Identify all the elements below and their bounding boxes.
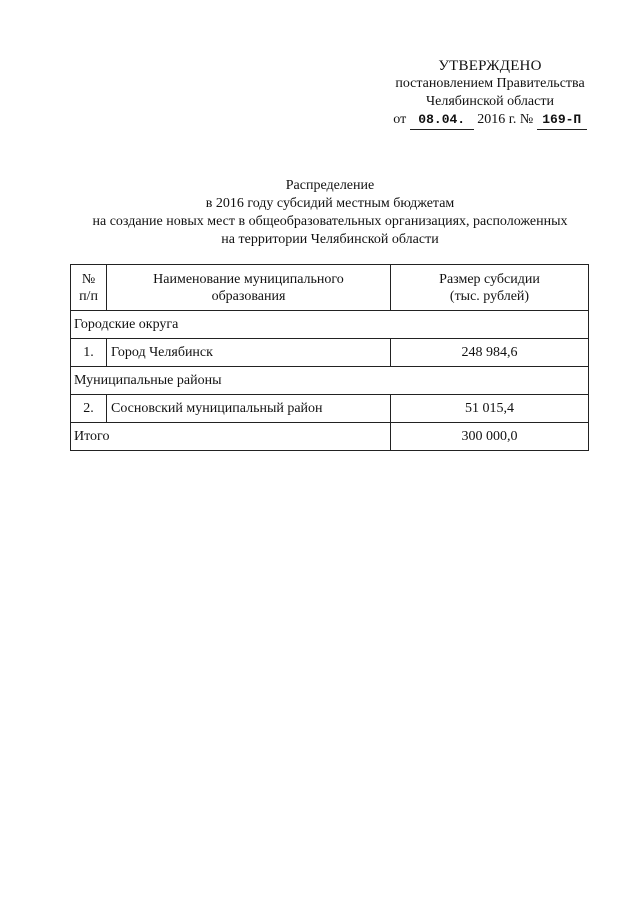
row-number: 2. bbox=[71, 395, 107, 423]
header-name-line-2: образования bbox=[211, 288, 286, 304]
row-name: Город Челябинск bbox=[107, 339, 391, 367]
document-title bbox=[60, 177, 600, 249]
title-line-3: на создание новых мест в общеобразовательных организациях, расположенных bbox=[92, 214, 568, 229]
approval-line-2: Челябинской области bbox=[426, 94, 554, 109]
header-sum-line-2: (тыс. рублей) bbox=[449, 288, 530, 304]
header-name bbox=[107, 265, 391, 311]
header-row bbox=[71, 265, 589, 311]
row-sum: 248 984,6 bbox=[391, 339, 589, 367]
header-sum-line-1: Размер субсидии bbox=[439, 271, 540, 287]
header-sum bbox=[391, 265, 589, 311]
approval-line-1: постановлением Правительства bbox=[395, 76, 585, 91]
row-name: Сосновский муниципальный район bbox=[107, 395, 391, 423]
title-line-4: на территории Челябинской области bbox=[221, 232, 439, 247]
table-row bbox=[71, 395, 589, 423]
table-row bbox=[71, 339, 589, 367]
approval-block bbox=[370, 57, 610, 130]
approval-stamp: УТВЕРЖДЕНО bbox=[438, 58, 542, 74]
total-sum: 300 000,0 bbox=[391, 423, 589, 451]
group-row bbox=[71, 311, 589, 339]
decree-date: 08.04. bbox=[410, 111, 474, 130]
group-title: Муниципальные районы bbox=[71, 367, 589, 395]
decree-line bbox=[370, 111, 610, 130]
header-name-line-1: Наименование муниципального bbox=[153, 271, 344, 287]
row-sum: 51 015,4 bbox=[391, 395, 589, 423]
header-number-line-2: п/п bbox=[79, 288, 98, 304]
total-row bbox=[71, 423, 589, 451]
decree-number: 169-П bbox=[537, 111, 587, 130]
row-number: 1. bbox=[71, 339, 107, 367]
title-line-2: в 2016 году субсидий местным бюджетам bbox=[205, 196, 455, 211]
header-number-line-1: № bbox=[81, 271, 96, 287]
from-label: от bbox=[393, 112, 407, 127]
title-line-1: Распределение bbox=[285, 178, 375, 193]
group-row bbox=[71, 367, 589, 395]
distribution-table bbox=[70, 264, 589, 451]
total-label: Итого bbox=[71, 423, 391, 451]
header-number bbox=[71, 265, 107, 311]
year-label: 2016 г. № bbox=[477, 112, 534, 127]
group-title: Городские округа bbox=[71, 311, 589, 339]
